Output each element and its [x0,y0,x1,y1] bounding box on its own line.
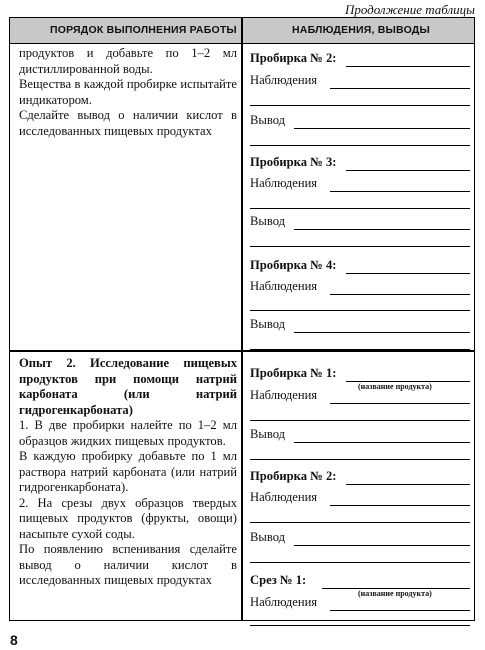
procedure-text: Вещества в каждой пробирке испытайте индикатором. [19,77,237,107]
procedure-text: Сделайте вывод о наличии кислот в исследованных пищевых продуктах [19,108,237,138]
conclusion-label: Вывод [250,317,286,331]
conclusion-field[interactable] [250,113,470,129]
procedure-text: 2. На срезы двух образцов твердых пищевых продуктов (фрукты, овощи) насыпьте сухой соды. [19,495,237,541]
tube-2b-label: Пробирка № 2: [250,469,337,483]
conclusion-field[interactable] [250,427,470,443]
experiment-title: Опыт 2. Исследование пищевых продуктов при помощи натрий карбоната (или натрий гидрогенкарбоната) [19,356,237,417]
answer-line[interactable] [250,625,470,626]
answer-line[interactable] [250,420,470,421]
header-procedure: ПОРЯДОК ВЫПОЛНЕНИЯ РАБОТЫ [50,24,237,36]
answer-line[interactable] [250,208,470,209]
answer-line[interactable] [250,246,470,247]
observations-label: Наблюдения [250,279,318,293]
continuation-label: Продолжение таблицы [344,2,475,17]
cut-1-label: Срез № 1: [250,573,307,587]
procedure-cell-1 [19,46,237,139]
header-observations: НАБЛЮДЕНИЯ, ВЫВОДЫ [292,24,430,36]
conclusion-field[interactable] [250,214,470,230]
observations-field[interactable] [250,595,470,611]
tube-4-label: Пробирка № 4: [250,258,337,272]
conclusion-field[interactable] [250,530,470,546]
procedure-cell-2 [19,356,237,589]
observations-field[interactable] [250,73,470,89]
procedure-text: В каждую пробирку добавьте по 1 мл раствора натрий карбоната (или натрий гидрогенкарбоната). [19,449,237,494]
conclusion-field[interactable] [250,317,470,333]
column-divider [241,18,243,620]
product-name-hint: (название продукта) [358,382,432,391]
observations-label: Наблюдения [250,176,318,190]
observations-label: Наблюдения [250,73,318,87]
row-divider [10,350,474,352]
conclusion-label: Вывод [250,530,286,544]
tube-3-field[interactable] [250,155,470,171]
answer-line[interactable] [250,562,470,563]
product-name-hint: (название продукта) [358,589,432,598]
tube-3-label: Пробирка № 3: [250,155,337,169]
answer-line[interactable] [250,310,470,311]
observations-label: Наблюдения [250,595,318,609]
observations-field[interactable] [250,279,470,295]
page-number: 8 [10,632,18,648]
answer-line[interactable] [250,349,470,350]
observations-field[interactable] [250,388,470,404]
procedure-text: продуктов и добавьте по 1–2 мл дистиллированной воды. [19,46,237,76]
tube-2-label: Пробирка № 2: [250,51,337,65]
answer-line[interactable] [250,105,470,106]
conclusion-label: Вывод [250,214,286,228]
tube-2-field[interactable] [250,51,470,67]
observations-label: Наблюдения [250,388,318,402]
tube-1-field[interactable] [250,366,470,382]
observations-field[interactable] [250,490,470,506]
procedure-text: По появлению вспенивания сделайте вывод о наличии кислот в исследованных пищевых продуктах [19,542,237,587]
tube-1-label: Пробирка № 1: [250,366,337,380]
observations-label: Наблюдения [250,490,318,504]
answer-line[interactable] [250,522,470,523]
observations-field[interactable] [250,176,470,192]
tube-4-field[interactable] [250,258,470,274]
cut-1-field[interactable] [250,573,470,589]
answer-line[interactable] [250,459,470,460]
answer-line[interactable] [250,145,470,146]
conclusion-label: Вывод [250,427,286,441]
tube-2b-field[interactable] [250,469,470,485]
procedure-text: 1. В две пробирки налейте по 1–2 мл образцов жидких пищевых продуктов. [19,418,237,448]
worksheet-table [9,17,475,621]
conclusion-label: Вывод [250,113,286,127]
